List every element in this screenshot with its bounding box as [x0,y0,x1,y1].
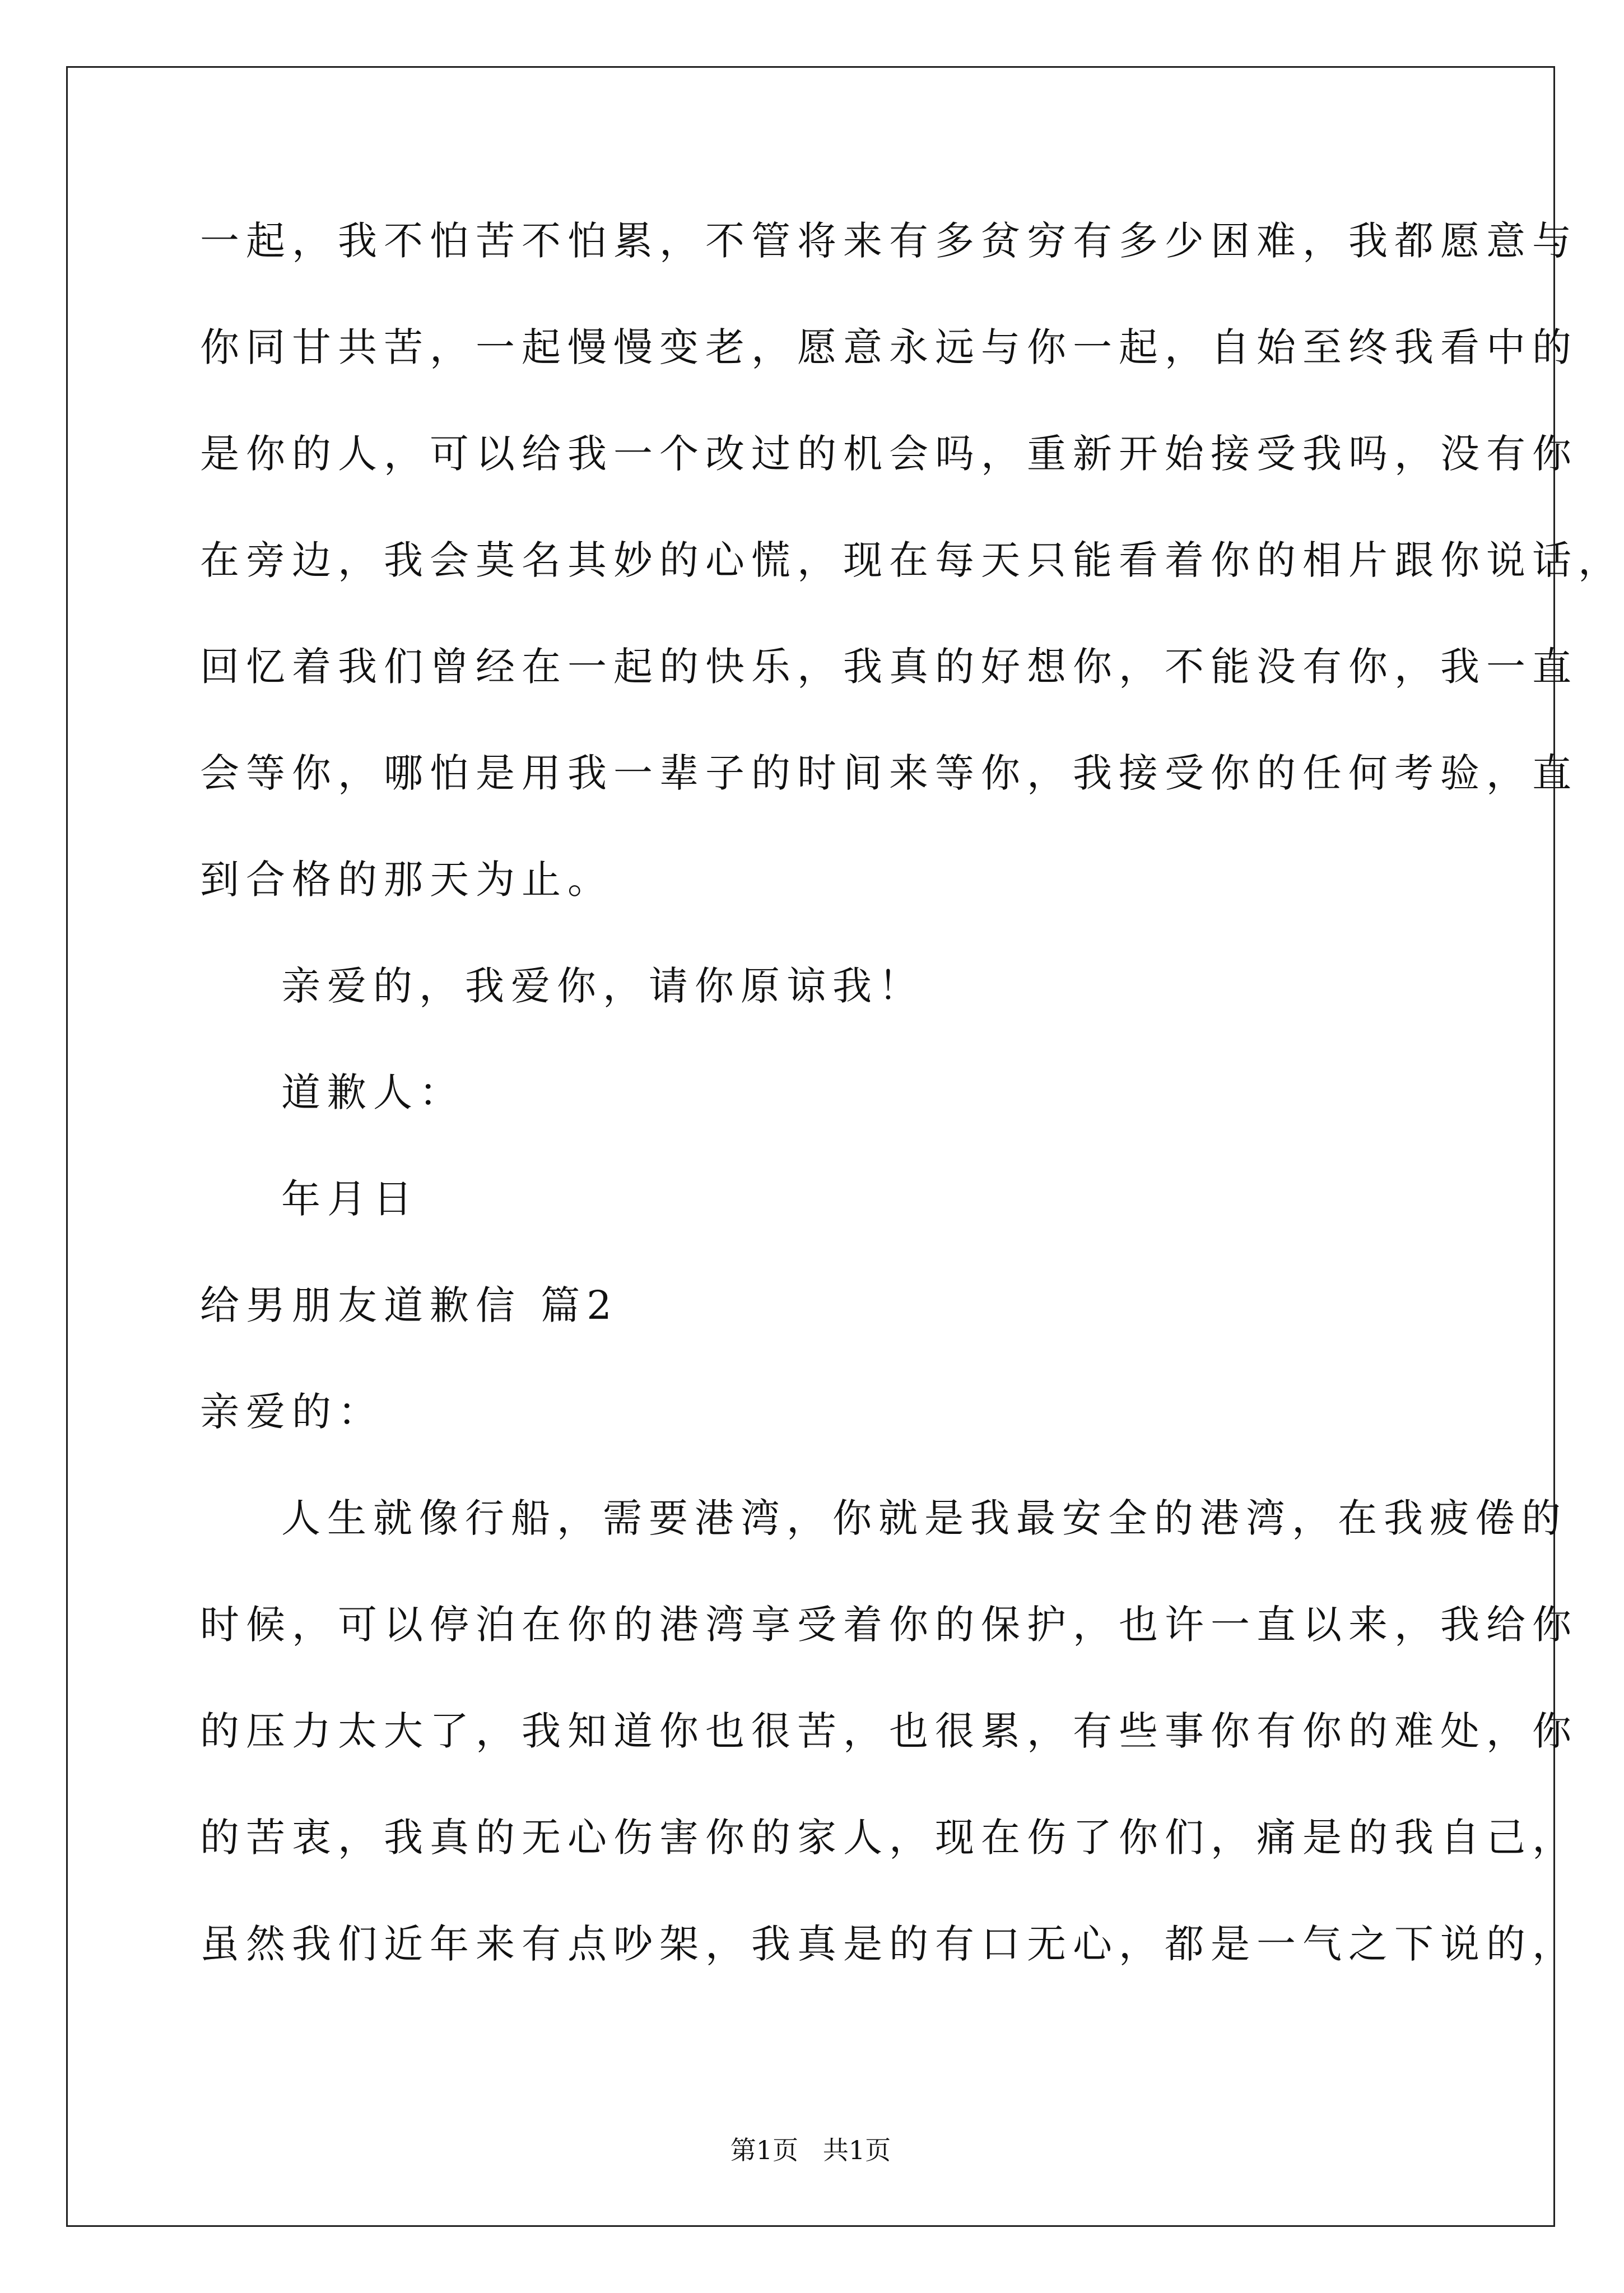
body-line: 是你的人，可以给我一个改过的机会吗，重新开始接受我吗，没有你 [200,431,1578,477]
body-line: 会等你，哪怕是用我一辈子的时间来等你，我接受你的任何考验，直 [200,750,1578,796]
date-label: 年月日 [281,1176,419,1222]
body-line: 你同甘共苦，一起慢慢变老，愿意永远与你一起，自始至终我看中的 [200,324,1578,370]
document-body [200,213,1624,2022]
signature-label: 道歉人： [281,1069,465,1115]
body-line: 到合格的那天为止。 [200,857,613,903]
body-line: 在旁边，我会莫名其妙的心慌，现在每天只能看着你的相片跟你说话， [200,537,1624,583]
salutation: 亲爱的： [200,1389,384,1435]
body-line: 回忆着我们曾经在一起的快乐，我真的好想你，不能没有你，我一直 [200,644,1578,690]
body-line: 虽然我们近年来有点吵架，我真是的有口无心，都是一气之下说的， [200,1921,1578,1967]
body-line: 时候，可以停泊在你的港湾享受着你的保护，也许一直以来，我给你 [200,1602,1578,1648]
body-line: 的压力太大了，我知道你也很苦，也很累，有些事你有你的难处，你 [200,1708,1578,1754]
closing-line: 亲爱的，我爱你，请你原谅我！ [281,963,924,1009]
section-heading: 给男朋友道歉信 篇2 [200,1282,618,1328]
body-line: 一起，我不怕苦不怕累，不管将来有多贫穷有多少困难，我都愿意与 [200,218,1578,264]
body-line: 的苦衷，我真的无心伤害你的家人，现在伤了你们，痛是的我自己， [200,1815,1578,1861]
body-line: 人生就像行船，需要港湾，你就是我最安全的港湾，在我疲倦的 [281,1495,1567,1541]
page-number-footer: 第1页 共1页 [730,2135,891,2165]
